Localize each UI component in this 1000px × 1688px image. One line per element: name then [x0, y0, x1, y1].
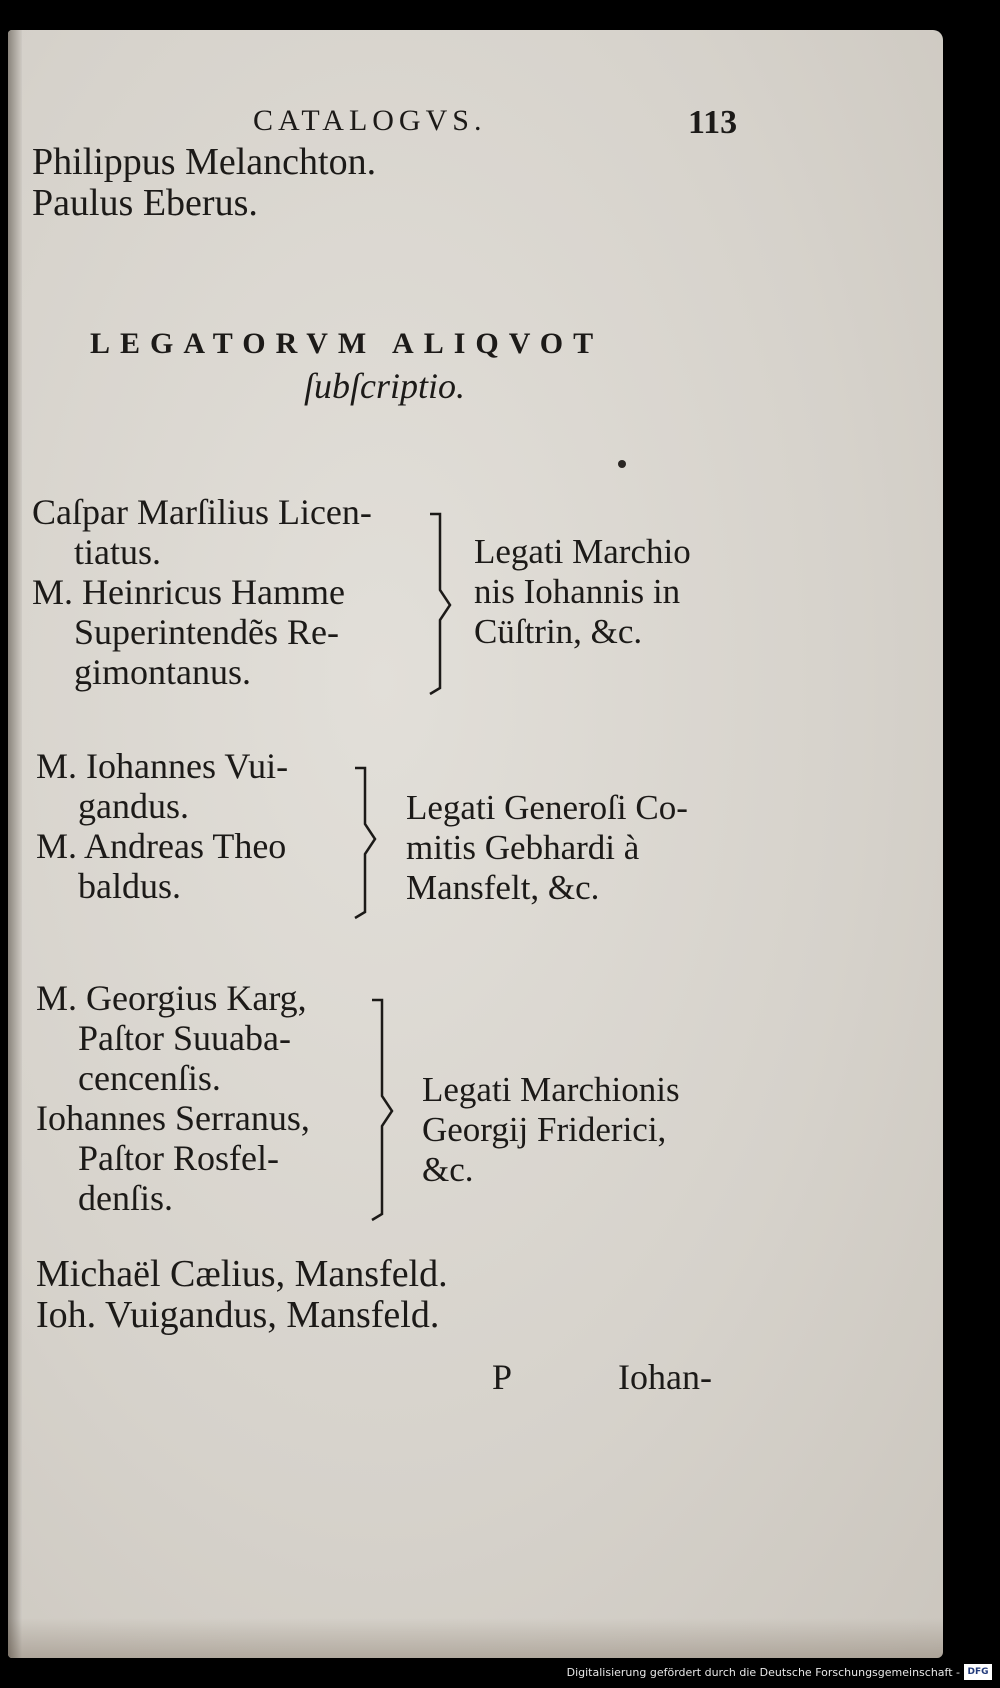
group-3-name-line: Iohannes Serranus,	[36, 1098, 310, 1138]
group-3-name-line: M. Georgius Karg,	[36, 978, 307, 1018]
dfg-logo-icon: DFG	[964, 1664, 992, 1680]
group-2-name-line: gandus.	[78, 786, 189, 826]
top-line-1: Philippus Melanchton.	[32, 141, 377, 183]
page-bottom-shadow	[8, 1618, 943, 1658]
group-3-names	[36, 978, 310, 1218]
bottom-line-1: Michaël Cælius, Mansfeld.	[36, 1253, 448, 1295]
footer-credit: Digitalisierung gefördert durch die Deutsche Forschungsgemeinschaft -	[566, 1666, 960, 1679]
group-1-name-line: gimontanus.	[74, 652, 251, 692]
group-3-name-line: denſis.	[78, 1178, 173, 1218]
signature-mark: P	[492, 1357, 513, 1397]
group-1-name-line: tiatus.	[74, 532, 161, 572]
ink-speck	[618, 460, 626, 468]
group-1-legation	[474, 532, 691, 652]
group-2-brace	[353, 764, 383, 924]
catchword: Iohan-	[618, 1357, 712, 1397]
group-2-legation	[406, 788, 688, 908]
section-subheading: ſubſcriptio.	[304, 366, 465, 406]
group-3-legation-line: &c.	[422, 1150, 474, 1189]
group-1-name-line: M. Heinricus Hamme	[32, 572, 345, 612]
group-2-names	[36, 746, 288, 906]
group-2-name-line: M. Iohannes Vui-	[36, 746, 289, 786]
bottom-line-2: Ioh. Vuigandus, Mansfeld.	[36, 1294, 440, 1336]
group-1-legation-line: Legati Marchio	[474, 532, 691, 571]
group-2-legation-line: mitis Gebhardi à	[406, 828, 640, 867]
group-3-legation-line: Georgij Friderici,	[422, 1110, 667, 1149]
page-spine-shadow	[8, 30, 22, 1658]
running-head: CATALOGVS.	[253, 104, 487, 137]
group-1-legation-line: nis Iohannis in	[474, 572, 681, 611]
group-2-name-line: baldus.	[78, 866, 181, 906]
group-3-legation-line: Legati Marchionis	[422, 1070, 680, 1109]
folio-number: 113	[688, 104, 738, 141]
group-3-name-line: cencenſis.	[78, 1058, 221, 1098]
group-1-legation-line: Cüſtrin, &c.	[474, 612, 643, 651]
top-line-2: Paulus Eberus.	[32, 182, 258, 224]
group-1-name-line: Superintendẽs Re-	[74, 612, 339, 652]
group-2-legation-line: Legati Generoſi Co-	[406, 788, 688, 827]
group-1-brace	[428, 510, 458, 700]
group-1-names	[32, 492, 372, 692]
group-3-name-line: Paſtor Rosfel-	[78, 1138, 279, 1178]
group-3-legation	[422, 1070, 680, 1190]
group-2-name-line: M. Andreas Theo	[36, 826, 287, 866]
section-heading: LEGATORVM ALIQVOT	[90, 327, 604, 360]
group-2-legation-line: Mansfelt, &c.	[406, 868, 600, 907]
book-page	[8, 30, 943, 1658]
footer-bar	[0, 1658, 1000, 1688]
group-3-name-line: Paſtor Suuaba-	[78, 1018, 291, 1058]
group-3-brace	[370, 996, 400, 1226]
group-1-name-line: Caſpar Marſilius Licen-	[32, 492, 372, 532]
